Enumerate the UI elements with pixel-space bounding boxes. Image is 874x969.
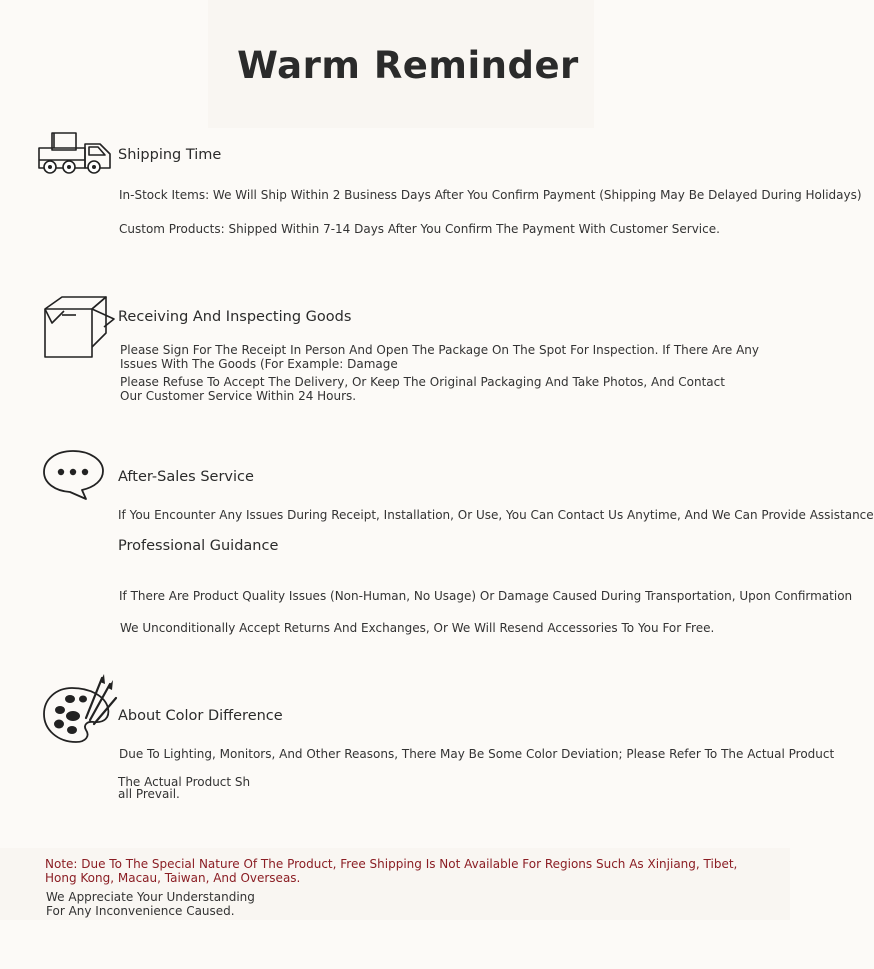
box-icon [42,295,118,359]
truck-icon [36,130,114,176]
page-title: Warm Reminder [237,44,579,87]
shipping-line-custom: Custom Products: Shipped Within 7-14 Days After You Confirm The Payment With Customer Service. [119,222,720,236]
after-sales-line-contact: If You Encounter Any Issues During Receipt, Installation, Or Use, You Can Contact Us Anytime, And We Can Provide Assistance [118,508,874,522]
shipping-note: Note: Due To The Special Nature Of The Product, Free Shipping Is Not Available For Regions Such As Xinjiang, Tibet, Hong Kong, Macau, Taiwan, And Overseas. [45,857,738,885]
color-line-deviation: Due To Lighting, Monitors, And Other Reasons, There May Be Some Color Deviation; Please Refer To The Actual Product [119,747,835,761]
receiving-para-sign: Please Sign For The Receipt In Person And Open The Package On The Spot For Inspection. If There Are Any Issues With The Goods (For Example: Damage [120,343,759,371]
shipping-heading: Shipping Time [118,147,222,163]
chat-bubble-icon [42,448,106,502]
shipping-line-instock: In-Stock Items: We Will Ship Within 2 Business Days After You Confirm Payment (Shipping May Be Delayed During Holidays) [119,188,862,202]
after-sales-heading: After-Sales Service [118,469,254,485]
after-sales-subheading: Professional Guidance [118,538,279,554]
after-sales-line-quality: If There Are Product Quality Issues (Non-Human, No Usage) Or Damage Caused During Transportation, Upon Confirmation [119,589,853,603]
color-line-prevail-a: The Actual Product Sh [118,775,251,789]
palette-icon [42,672,118,744]
receiving-para-refuse: Please Refuse To Accept The Delivery, Or Keep The Original Packaging And Take Photos, And Contact Our Customer Service Within 24 Hours. [120,375,725,403]
after-sales-line-returns: We Unconditionally Accept Returns And Exchanges, Or We Will Resend Accessories To You For Free. [120,621,715,635]
receiving-heading: Receiving And Inspecting Goods [118,309,352,325]
color-line-prevail-b: all Prevail. [118,787,180,801]
thanks-text: We Appreciate Your Understanding For Any Inconvenience Caused. [46,890,255,918]
color-heading: About Color Difference [118,708,283,724]
